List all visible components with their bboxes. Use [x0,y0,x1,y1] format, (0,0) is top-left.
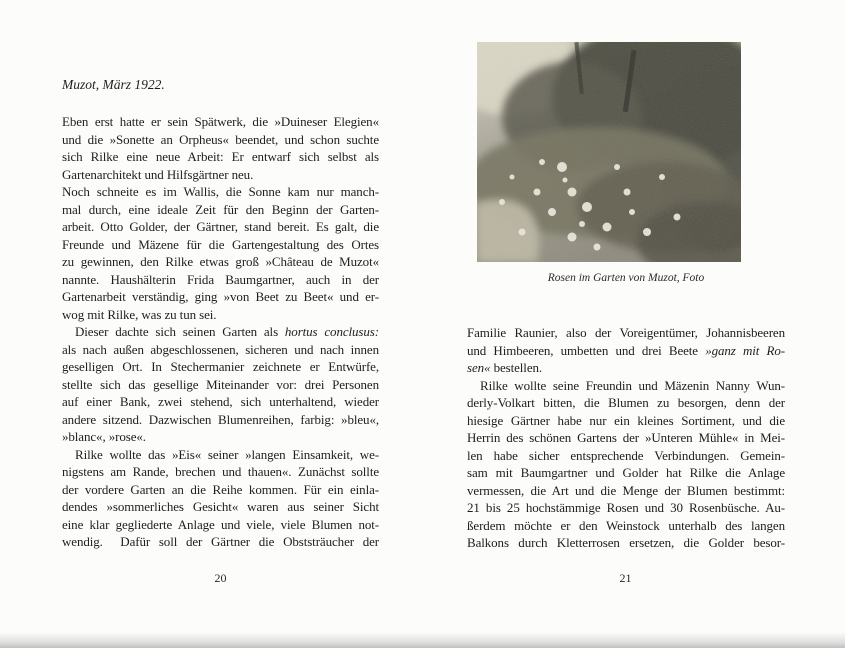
text-line: als nach außen abgeschlossenen, sicheren und nach innen [62,341,379,357]
text-line: ßerdem möchte er den Weinstock unterhalb des langen [467,517,785,533]
text-line: Noch schneite es im Wallis, die Sonne kam nur manch- [62,184,379,199]
text-line: Dieser dachte sich seinen Garten als hortus conclusus: [75,324,379,339]
paragraph [62,323,379,446]
text-line: mal durch, eine ideale Zeit für den Beginn der Garten- [62,201,379,217]
text-line: sen« bestellen. [467,360,543,375]
text-line: Gartenarchitekt und Hilfsgärtner neu. [62,166,254,182]
text-line: wog mit Rilke, was zu tun sei. [62,306,217,322]
paragraph [467,324,785,377]
text-line: Gartenarbeit verständig, ging »von Beet zu Beet« und er- [62,289,379,304]
page-number-left: 20 [214,571,227,585]
paragraph [62,113,379,183]
paragraph [62,183,379,323]
text-line: derly-Volkart bitten, die Blumen zu besorgen, denn der [467,395,785,410]
page-number-right: 21 [619,571,632,585]
text-line: zu gewinnen, den Rilke etwas groß »Château de Muzot« [62,254,379,269]
text-line: Freunde und Mäzene für die Gartengestaltung des Ortes [62,236,379,252]
text-line: Rilke wollte seine Freundin und Mäzenin Nanny Wun- [480,377,785,393]
text-line: hiesige Gärtner habe nur ein kleines Sortiment, und die [467,412,785,428]
right-column [467,42,785,552]
text-line: sam mit Baumgartner und Golder hat Rilke die Anlage [467,465,785,480]
text-line: der vordere Garten an die Reihe kommen. Für ein einla- [62,481,379,497]
text-line: len habe sicher entsprechende Verbindungen. Gemein- [467,447,785,463]
text-line: Herrin des schönen Gartens der »Unteren Mühle« in Mei- [467,430,785,445]
garden-photo [467,42,785,286]
text-line: dendes »sommerliches Gesicht« waren aus seiner Sicht [62,499,379,514]
text-line: arbeit. Otto Golder, der Gärtner, stand bereit. Es galt, die [62,219,379,234]
text-line: und die »Sonette an Orpheus« beendet, und schon suchte [62,131,379,147]
text-line: eine klar gegliederte Anlage und viele, viele Blumen not- [62,516,379,532]
text-line: wendig. Dafür soll der Gärtner die Obststräucher der [62,534,379,549]
text-line: geselligen Ort. In Stechermanier zeichnete er Entwürfe, [62,359,379,374]
text-line: Eben erst hatte er sein Spätwerk, die »Duineser Elegien« [62,114,379,129]
text-line: vermessen, die Art und die Menge der Blumen bestimmt: [467,482,785,498]
chapter-date-heading: Muzot, März 1922. [62,77,165,92]
photo-caption: Rosen im Garten von Muzot, Foto [547,272,705,284]
text-line: nigstens am Rande, brechen und thauen«. Zunächst sollte [62,464,379,479]
paragraph [62,446,379,551]
text-line: stellte sich das gesellige Miteinander vor: drei Personen [62,376,379,392]
text-line: auf einer Bank, zwei stehend, sich unterhaltend, wieder [62,394,379,409]
text-line: Balkons durch Kletterrosen ersetzen, die Golder besor- [467,535,785,550]
text-line: Familie Raunier, also der Voreigentümer, Johannisbeeren [467,325,785,340]
paragraph [467,377,785,552]
text-line: nannte. Haushälterin Frida Baumgartner, auch in der [62,271,379,287]
right-page-text [467,324,785,552]
text-line: und Himbeeren, umbetten und drei Beete »ganz mit Ro- [467,342,785,358]
text-line: Rilke wollte das »Eis« seiner »langen Einsamkeit, we- [75,446,379,462]
text-line: sich Rilke eine neue Arbeit: Er entwarf sich selbst als [62,149,379,164]
text-line: »blanc«, »rose«. [62,429,146,444]
left-page-text [62,113,379,551]
left-column [62,76,379,551]
garden-photo-image [477,42,741,262]
text-line: andere sitzend. Dazwischen Blumenreihen, farbig: »bleu«, [62,411,379,427]
text-line: 21 bis 25 hochstämmige Rosen und 30 Rosenbüsche. Au- [467,500,785,515]
page-bottom-shadow [0,632,845,648]
